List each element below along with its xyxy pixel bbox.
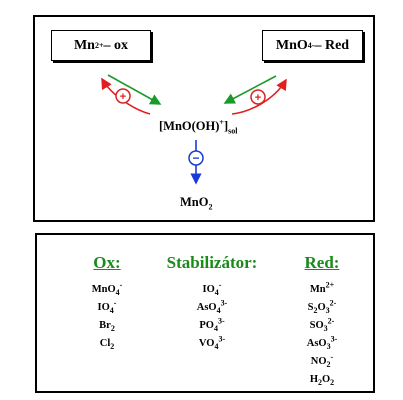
left-plus-icon: + xyxy=(119,91,127,103)
intermediate-charge: + xyxy=(219,117,224,127)
stabilizer-item: $VO_4^{3-}$ xyxy=(198,334,226,352)
product-base: MnO xyxy=(180,195,209,209)
ox-header: Ox: xyxy=(93,253,121,272)
mn2-base: Mn xyxy=(73,37,95,53)
reagents-panel xyxy=(35,233,375,393)
ox-item: $Br_2$ xyxy=(99,320,115,334)
mn2-ox-box: Mn 2+ – ox xyxy=(51,30,151,61)
intermediate-close: ] xyxy=(223,119,229,133)
left-green-arrow xyxy=(108,75,160,104)
product-sub: 2 xyxy=(208,202,213,212)
red-item: $NO_2^-$ xyxy=(310,352,334,370)
red-item: AsO$_3^{3-}$ xyxy=(306,334,338,352)
stabilizer-column xyxy=(152,253,272,353)
ox-label: – ox xyxy=(103,37,129,53)
mno4-base: MnO xyxy=(275,37,308,53)
intermediate-phase: sol xyxy=(228,126,238,136)
red-item: $S_2O_3^{2-}$ xyxy=(307,298,337,316)
red-header: Red: xyxy=(304,253,340,272)
stabilizer-item: $PO_4^{3-}$ xyxy=(199,316,225,334)
ox-column xyxy=(77,253,137,353)
ox-item: $IO_4^-$ xyxy=(97,298,117,316)
red-item: $H_2O_2$ xyxy=(309,374,335,388)
right-plus-icon: + xyxy=(254,92,262,104)
mno4-red-box: MnO 4 - – Red xyxy=(262,30,363,61)
stabilizer-item: AsO$_4^{3-}$ xyxy=(196,298,228,316)
stabilizer-header: Stabilizátor: xyxy=(166,253,258,272)
minus-icon: − xyxy=(192,151,200,165)
ox-item: MnO$_4$- xyxy=(91,280,123,298)
red-column xyxy=(292,253,352,389)
red-item: $SO_3^{2-}$ xyxy=(309,316,335,334)
red-item: $Mn^{2+}$ xyxy=(309,280,335,295)
intermediate-text: [MnO(OH) xyxy=(159,119,220,133)
red-label: – Red xyxy=(314,37,350,53)
stabilizer-item: $IO_4^-$ xyxy=(202,280,222,298)
ox-item: $Cl_2$ xyxy=(99,338,115,352)
